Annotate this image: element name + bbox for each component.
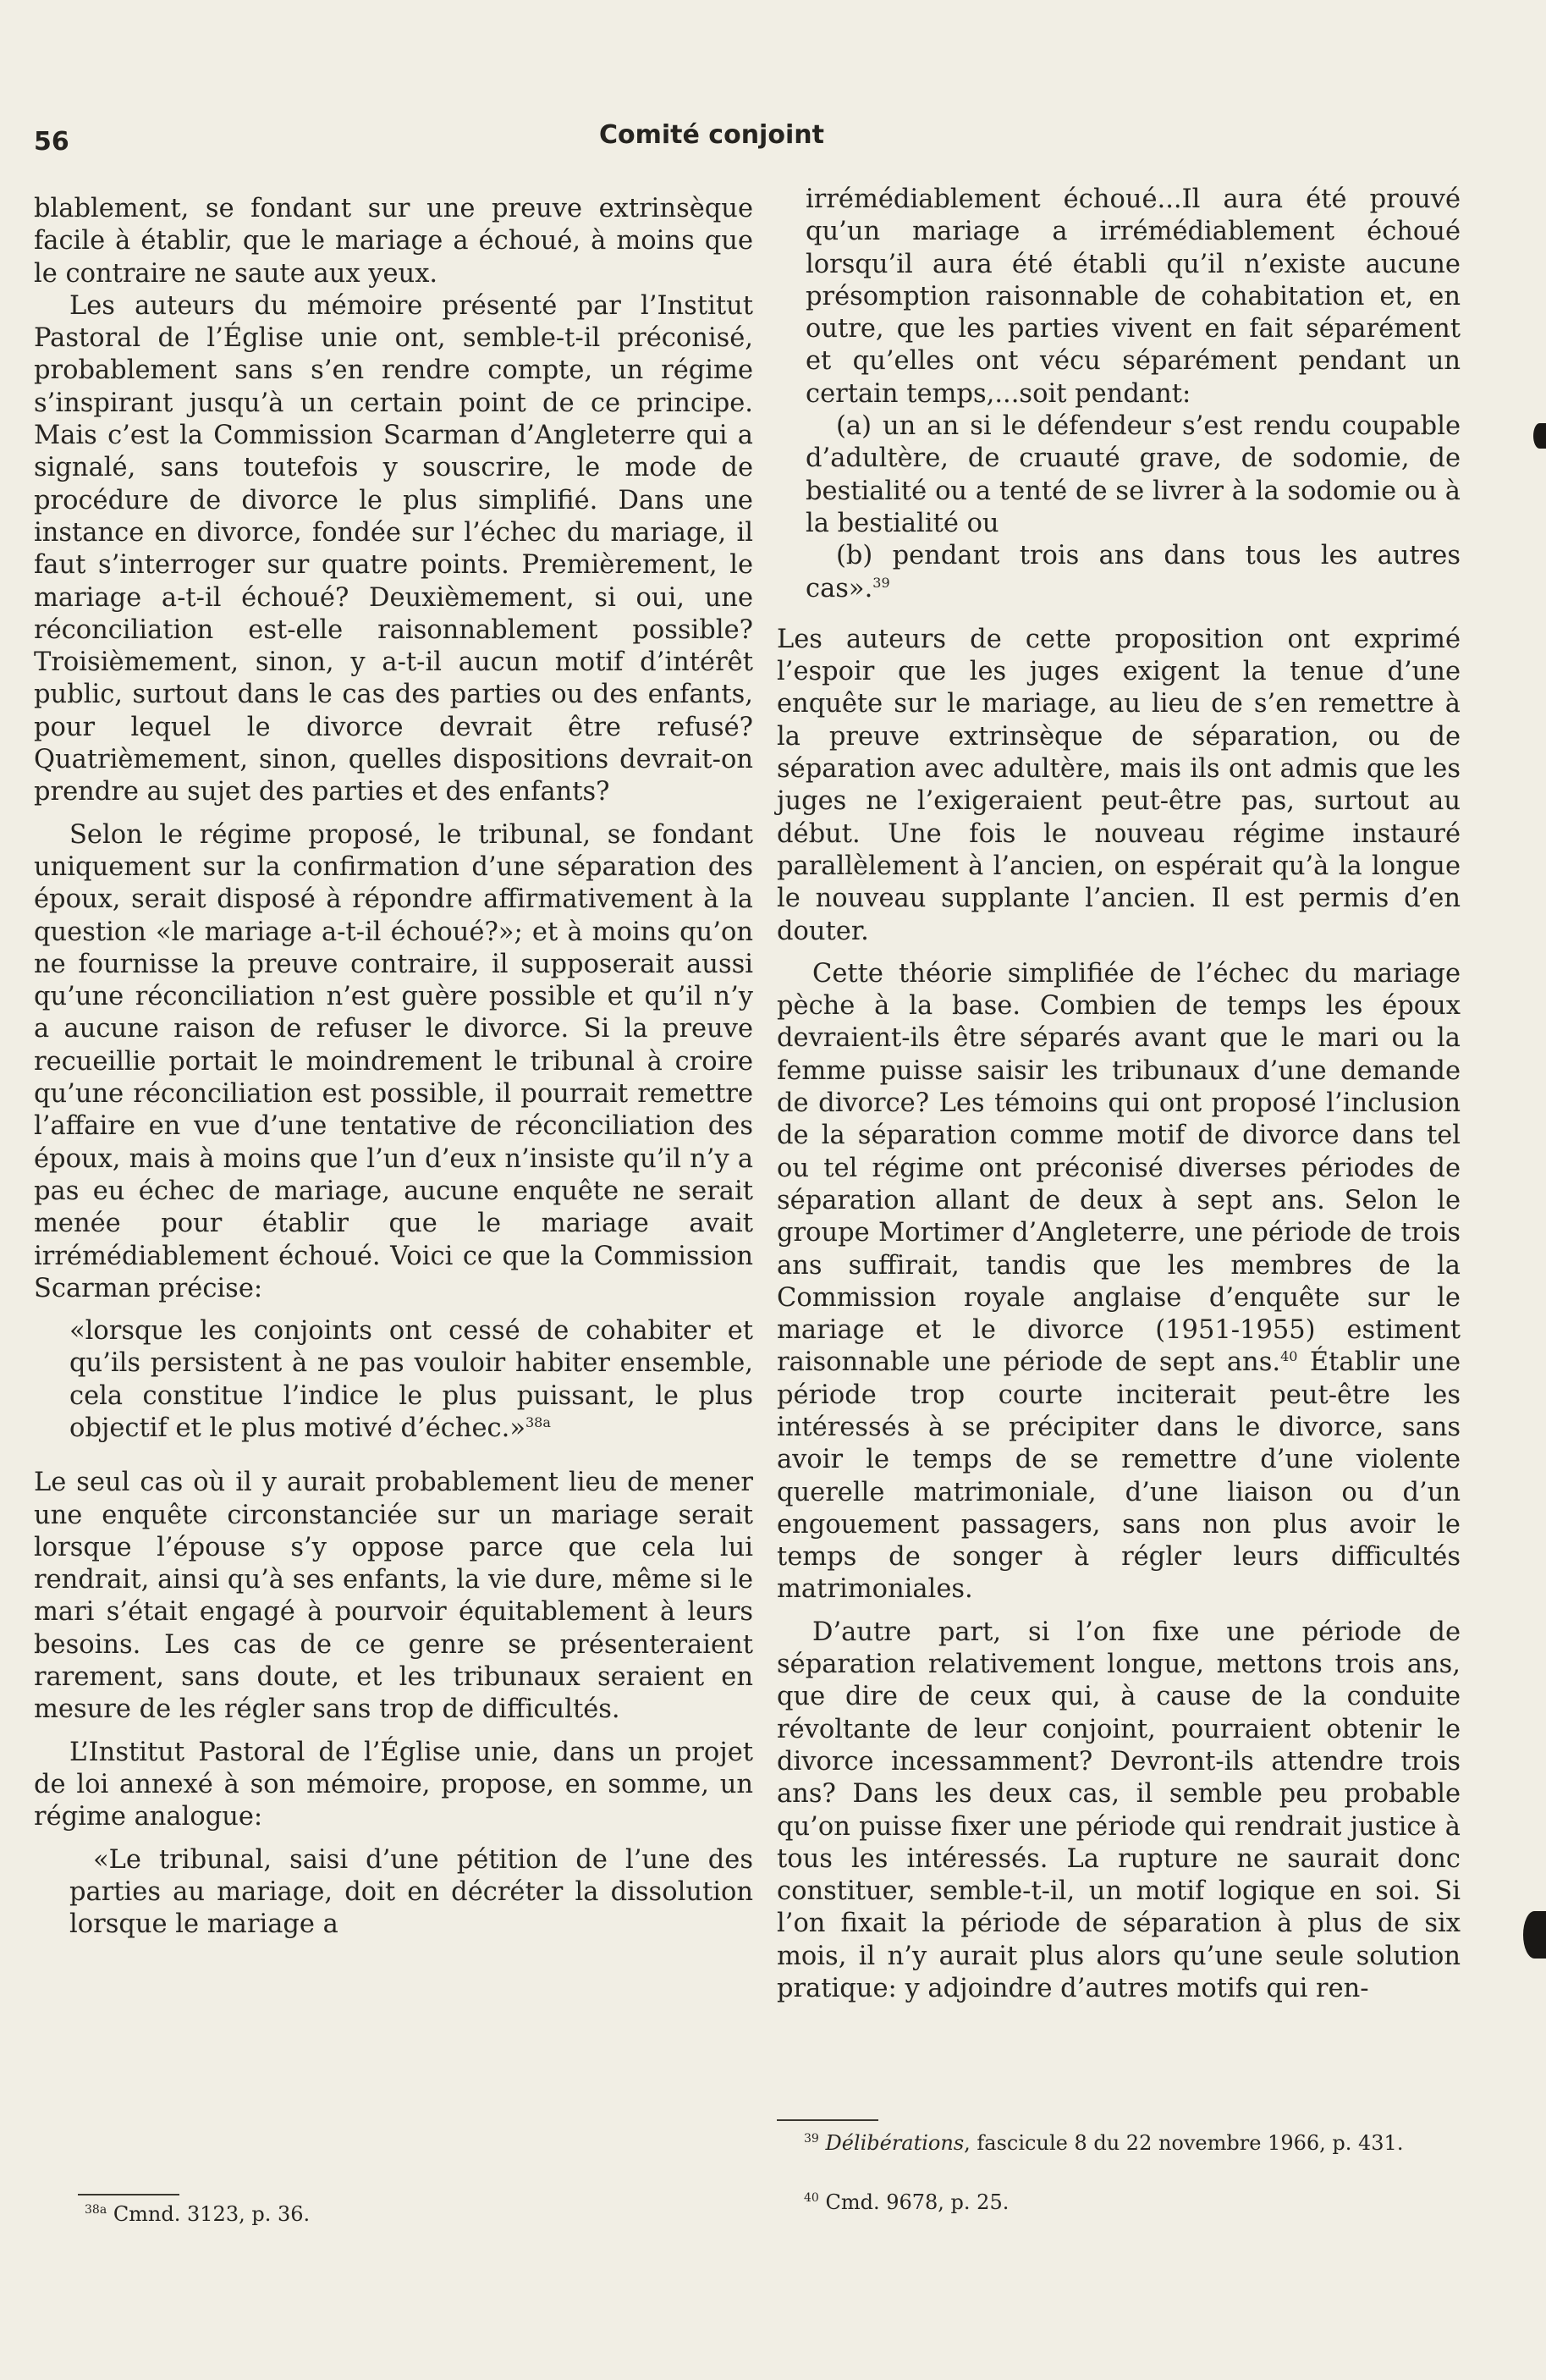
paragraph (777, 958, 1461, 1606)
scan-edge-mark (1523, 1911, 1546, 1959)
footnote (804, 2129, 1464, 2157)
paragraph-text: Établir une période trop courte inciterait peut-être les intéressés à se précipiter dans le divorce, sans avoir le temps de se remettre d’une violente querelle matrimoniale, d’une liaison ou d’un engouement passagers, sans non plus avoir le temps de songer à régler leurs difficultés matrimoniales. (777, 1347, 1461, 1605)
paragraph: L’Institut Pastoral de l’Église unie, dans un projet de loi annexé à son mémoire, propose, en somme, un régime analogue: (34, 1737, 753, 1832)
running-title: Comité conjoint (599, 120, 824, 150)
footnote (804, 2189, 1464, 2216)
footnote (85, 2201, 753, 2228)
block-quote: «Le tribunal, saisi d’une pétition de l’une des parties au mariage, doit en décréter la dissolution lorsque le mariage a (69, 1844, 753, 1940)
paragraph: blablement, se fondant sur une preuve extrinsèque facile à établir, que le mariage a échoué, à moins que le contraire ne saute aux yeux. (34, 194, 753, 289)
page-header (0, 120, 1546, 163)
left-column (34, 193, 753, 1941)
paragraph: Les auteurs du mémoire présenté par l’Institut Pastoral de l’Église unie ont, semble-t-il préconisé, probablement sans s’en rendre compte, un régime s’inspirant jusqu’à un certain point de ce principe. Mais c’est la Commission Scarman d’Angleterre qui a signalé, sans toutefois y souscrire, le mode de procédure de divorce le plus simplifié. Dans une instance en divorce, fondée sur l’échec du mariage, il faut s’interroger sur quatre points. Premièrement, le mariage a-t-il échoué? Deuxièmement, si oui, une réconciliation est-elle raisonnablement possible? Troisièmement, sinon, y a-t-il aucun motif d’intérêt public, surtout dans le cas des parties ou des enfants, pour lequel le divorce devrait être refusé? Quatrièmement, sinon, quelles dispositions devrait-on prendre au sujet des parties et des enfants? (34, 290, 753, 807)
footnote-rule (78, 2194, 179, 2195)
footnote-ref: 38a (525, 1413, 551, 1430)
paragraph: Les auteurs de cette proposition ont exprimé l’espoir que les juges exigent la tenue d’une enquête sur le mariage, au lieu de s’en remettre à la preuve extrinsèque de séparation, ou de séparation avec adultère, mais ils ont admis que les juges ne l’exigeraient peut-être pas, surtout au début. Une fois le nouveau régime instauré parallèlement à l’ancien, on espérait qu’à la longue le nouveau supplante l’ancien. Il est permis d’en douter. (777, 624, 1461, 946)
footnote-rule (777, 2119, 878, 2121)
paragraph: D’autre part, si l’on fixe une période de séparation relativement longue, mettons trois ans, que dire de ceux qui, à cause de la conduite révoltante de leur conjoint, pourraient obtenir le divorce incessamment? Devront-ils attendre trois ans? Dans les deux cas, il semble peu probable qu’on puisse fixer une période qui rendrait justice à tous les intéressés. La rupture ne saurait donc constituer, semble-t-il, un motif logique en soi. Si l’on fixait la période de séparation à plus de six mois, il n’y aurait plus alors qu’une seule solution pratique: y adjoindre d’autres motifs qui ren- (777, 1617, 1461, 2004)
block-quote (69, 1315, 753, 1445)
footnote-title: Délibérations (825, 2131, 965, 2155)
footnote-text: , fascicule 8 du 22 novembre 1966, p. 431. (964, 2131, 1404, 2155)
footnote-ref: 40 (1280, 1348, 1298, 1365)
paragraph: Selon le régime proposé, le tribunal, se fondant uniquement sur la confirmation d’une séparation des époux, serait disposé à répondre affirmativement à la question «le mariage a-t-il échoué?»; et à moins qu’on ne fournisse la preuve contraire, il supposerait aussi qu’une réconciliation n’est guère possible et qu’il n’y a aucune raison de refuser le divorce. Si la preuve recueillie portait le moindrement le tribunal à croire qu’une réconciliation est possible, il pourrait remettre l’affaire en vue d’une tentative de réconciliation des époux, mais à moins que l’un d’eux n’insiste qu’il n’y a pas eu échec de mariage, aucune enquête ne serait menée pour établir que le mariage avait irrémédiablement échoué. Voici ce que la Commission Scarman précise: (34, 819, 753, 1303)
page-number: 56 (34, 127, 69, 157)
quote-text: «lorsque les conjoints ont cessé de cohabiter et qu’ils persistent à ne pas vouloir habiter ensemble, cela constitue l’indice le plus puissant, le plus objectif et le plus motivé d’échec.» (69, 1316, 753, 1443)
footnote-text: Cmd. 9678, p. 25. (825, 2190, 1010, 2214)
paragraph-text: Cette théorie simplifiée de l’échec du mariage pèche à la base. Combien de temps les époux devraient-ils être séparés avant que le mari ou la femme puisse saisir les tribunaux d’une demande de divorce? Les témoins qui ont proposé l’inclusion de la séparation comme motif de divorce dans tel ou tel régime ont préconisé diverses périodes de séparation allant de deux à sept ans. Selon le groupe Mortimer d’Angleterre, une période de trois ans suffirait, tandis que les membres de la Commission royale anglaise d’enquête sur le mariage et le divorce (1951-1955) estiment raisonnable une période de sept ans. (777, 958, 1461, 1378)
list-item (806, 540, 1461, 605)
footnote-text: Cmnd. 3123, p. 36. (113, 2202, 311, 2226)
paragraph: Le seul cas où il y aurait probablement lieu de mener une enquête circonstanciée sur un mariage serait lorsque l’épouse s’y oppose parce que cela lui rendrait, ainsi qu’à ses enfants, la vie dure, même si le mari s’était engagé à pourvoir équitablement à leurs besoins. Les cas de ce genre se présenteraient rarement, sans doute, et les tribunaux seraient en mesure de les régler sans trop de difficultés. (34, 1468, 753, 1725)
footnote-ref: 39 (872, 574, 890, 591)
list-item-text: (b) pendant trois ans dans tous les autres cas». (806, 541, 1461, 603)
footnote-mark: 40 (804, 2191, 819, 2205)
block-quote: irrémédiablement échoué...Il aura été prouvé qu’un mariage a irrémédiablement échoué lorsqu’il aura été établi qu’il n’existe aucune présomption raisonnable de cohabitation et, en outre, que les parties vivent en fait séparément et qu’elles ont vécu séparément pendant un certain temps,...soit pendant: (806, 185, 1461, 409)
right-column (777, 184, 1461, 2005)
scan-edge-mark (1533, 423, 1546, 449)
list-item: (a) un an si le défendeur s’est rendu coupable d’adultère, de cruauté grave, de sodomie, de bestialité ou a tenté de se livrer à la sodomie ou à la bestialité ou (806, 411, 1461, 538)
footnote-mark: 38a (85, 2203, 107, 2217)
footnote-mark: 39 (804, 2132, 819, 2146)
